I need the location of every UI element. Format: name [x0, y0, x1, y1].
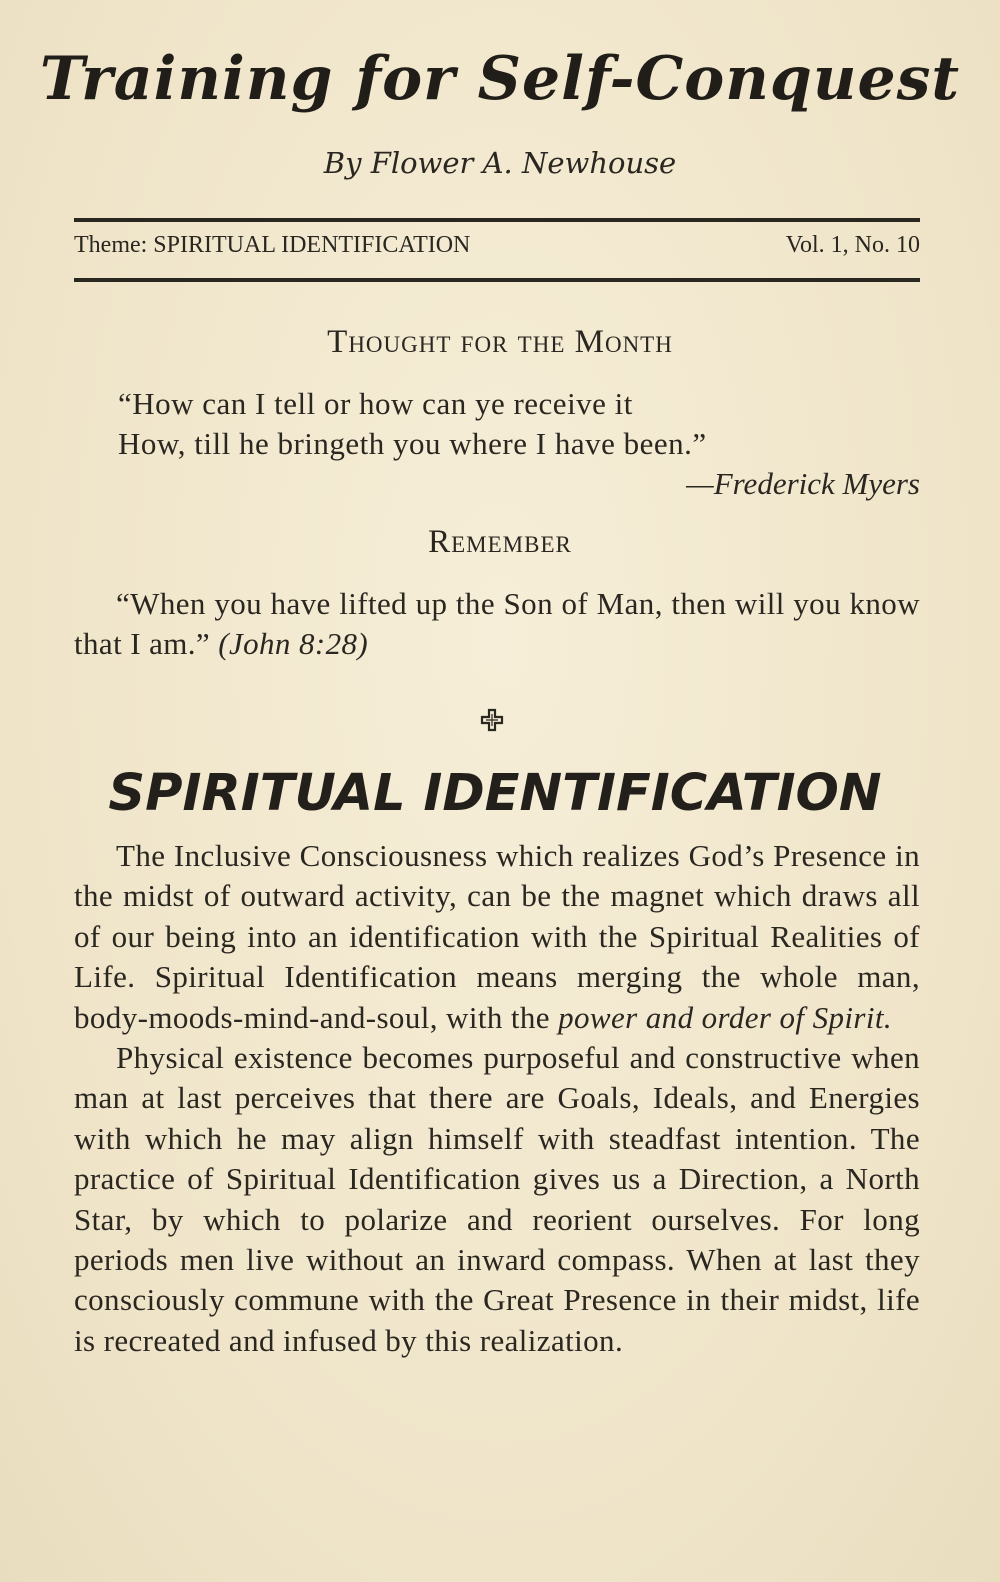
- thought-quote-line-1: “How can I tell or how can ye receive it: [118, 386, 633, 421]
- thought-heading: Thought for the Month: [327, 324, 673, 360]
- cross-ornament-icon: [480, 708, 504, 732]
- article-paragraph-2: Physical existence becomes purposeful and constructive when man at last perceives that there are Goals, Ideals, and Energies with which he may align himself with steadfast intention. The practice of Spiritual Identification gives us a Direction, a North Star, by which to polarize and reorient ourselves. For long periods men live without an inward compass. When at last they consciously commune with the Great Presence in their midst, life is recreated and infused by this realization.: [74, 1040, 920, 1358]
- thought-quote-line-2: How, till he bringeth you where I have been.”: [118, 426, 707, 461]
- remember-heading: Remember: [428, 524, 572, 560]
- author-byline: By Flower A. Newhouse: [323, 146, 677, 180]
- paragraph-1-italic: power and order of Spirit.: [558, 999, 893, 1035]
- thought-attribution: —Frederick Myers: [686, 466, 920, 501]
- paragraph-1-text: The Inclusive Consciousness which realizes God’s Presence in the midst of outward activity, can be the magnet which draws all of our being into an identification with the Spiritual Realities of Life. Spiritual Identification means merging the whole man, body-moods-mind-and-soul, with the: [74, 838, 920, 1035]
- remember-text: “When you have lifted up the Son of Man, then will you know that I am.”: [74, 586, 920, 661]
- article-heading: SPIRITUAL IDENTIFICATION: [108, 764, 882, 823]
- article-body: [74, 836, 920, 1361]
- volume-label: Vol. 1, No. 10: [785, 232, 920, 258]
- theme-bar: [74, 232, 920, 259]
- header-rule-top: [74, 218, 920, 222]
- header-rule-bottom: [74, 278, 920, 282]
- theme-label: Theme: SPIRITUAL IDENTIFICATION: [74, 232, 471, 258]
- remember-quote: [74, 584, 920, 664]
- publication-title: Training for Self-Conquest: [39, 44, 961, 114]
- article-paragraph-1: [74, 836, 920, 1038]
- remember-citation: (John 8:28): [218, 626, 369, 661]
